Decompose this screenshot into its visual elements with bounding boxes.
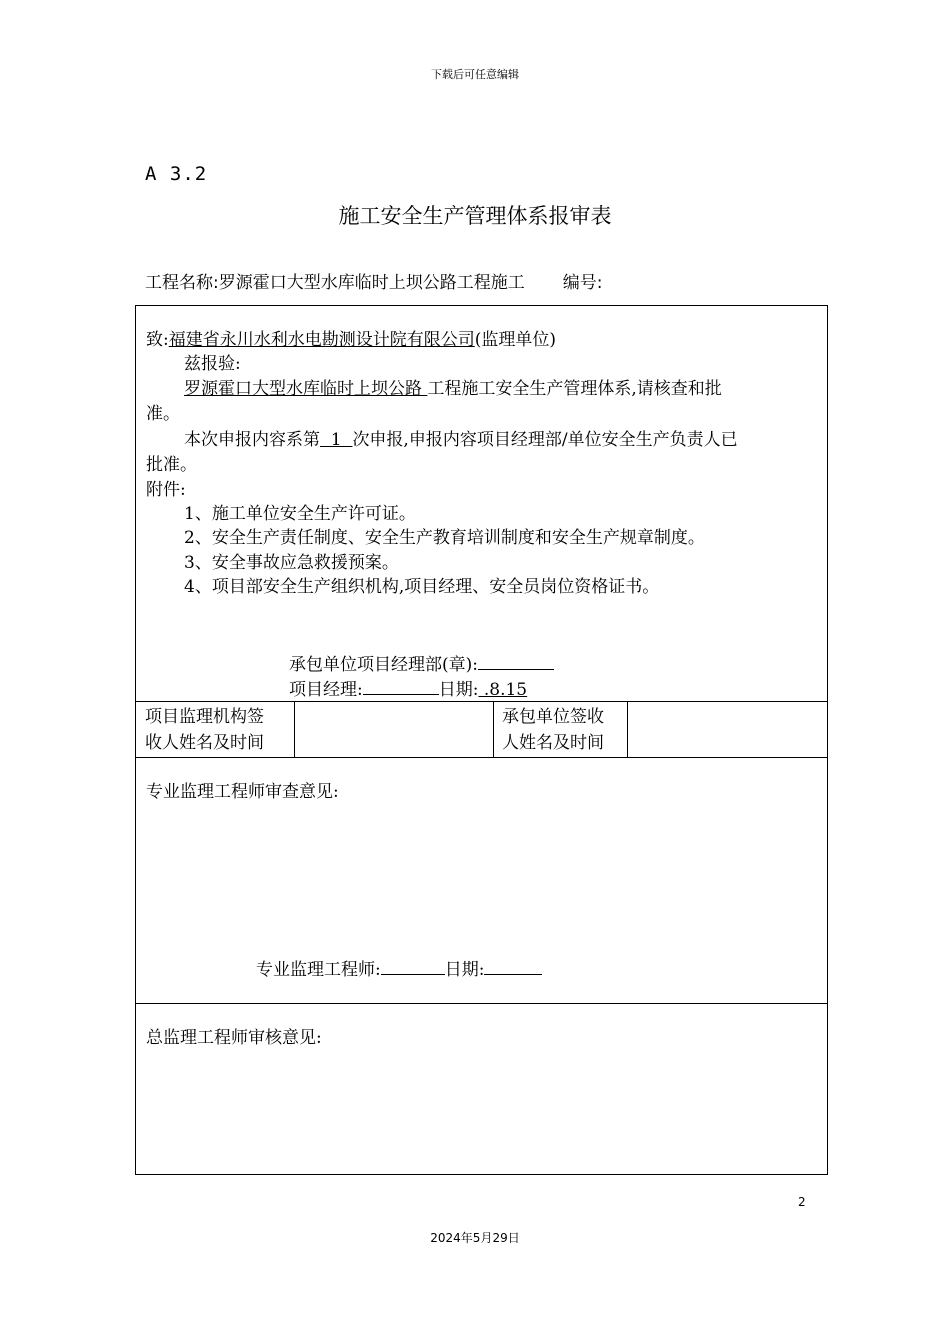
body-line-2: 本次申报内容系第 1 次申报,申报内容项目经理部/单位安全生产负责人已 xyxy=(184,430,738,450)
engineer-sign-line: 专业监理工程师: 日期: xyxy=(256,956,542,982)
project-ref: 罗源霍口大型水库临时上坝公路 xyxy=(184,379,428,399)
attachment-item: 1、施工单位安全生产许可证。 xyxy=(184,504,416,524)
report-line: 兹报验: xyxy=(184,354,241,374)
attachment-item: 2、安全生产责任制度、安全生产教育培训制度和安全生产规章制度。 xyxy=(184,528,705,548)
engineer-review-heading: 专业监理工程师审查意见: xyxy=(146,782,339,802)
supervisor-receipt-label: 项目监理机构签 收人姓名及时间 xyxy=(145,707,264,753)
footer-date: 2024年5月29日 xyxy=(430,1231,520,1245)
project-name: 工程名称:罗源霍口大型水库临时上坝公路工程施工 xyxy=(145,273,525,293)
chief-review-section xyxy=(135,1003,828,1175)
submission-count: 1 xyxy=(320,430,353,450)
contractor-seal-line: 承包单位项目经理部(章): xyxy=(289,651,554,677)
body-line-1: 罗源霍口大型水库临时上坝公路 工程施工安全生产管理体系,请核查和批 xyxy=(184,379,722,399)
attachments-label: 附件: xyxy=(146,480,186,500)
cell-divider xyxy=(627,702,628,757)
engineer-review-section xyxy=(135,757,828,1004)
recipient-line: 致:福建省永川水利水电勘测设计院有限公司(监理单位) xyxy=(146,330,556,350)
seal-blank xyxy=(478,651,554,670)
header-note: 下载后可任意编辑 xyxy=(431,68,519,81)
manager-blank xyxy=(363,676,439,695)
submission-date: .8.15 xyxy=(478,680,528,700)
attachment-item: 3、安全事故应急救援预案。 xyxy=(184,553,399,573)
cell-divider xyxy=(294,702,295,757)
body-line-1-cont: 准。 xyxy=(146,404,180,424)
cell-divider xyxy=(493,702,494,757)
contractor-receipt-label: 承包单位签收 人姓名及时间 xyxy=(502,707,604,753)
signature-row xyxy=(135,701,828,758)
page-title: 施工安全生产管理体系报审表 xyxy=(338,204,612,228)
body-line-2-cont: 批准。 xyxy=(146,455,197,475)
serial-number-label: 编号: xyxy=(562,273,603,293)
chief-review-heading: 总监理工程师审核意见: xyxy=(146,1028,322,1048)
engineer-blank xyxy=(381,956,445,975)
recipient-unit: 福建省永川水利水电勘测设计院有限公司 xyxy=(168,330,475,350)
engineer-date-blank xyxy=(484,956,542,975)
page-number: 2 xyxy=(798,1195,806,1209)
submission-section xyxy=(135,305,828,702)
project-line xyxy=(145,268,602,293)
form-code: A 3.2 xyxy=(145,163,208,185)
manager-date-line: 项目经理: 日期: .8.15 xyxy=(289,676,527,702)
attachment-item: 4、项目部安全生产组织机构,项目经理、安全员岗位资格证书。 xyxy=(184,577,660,597)
